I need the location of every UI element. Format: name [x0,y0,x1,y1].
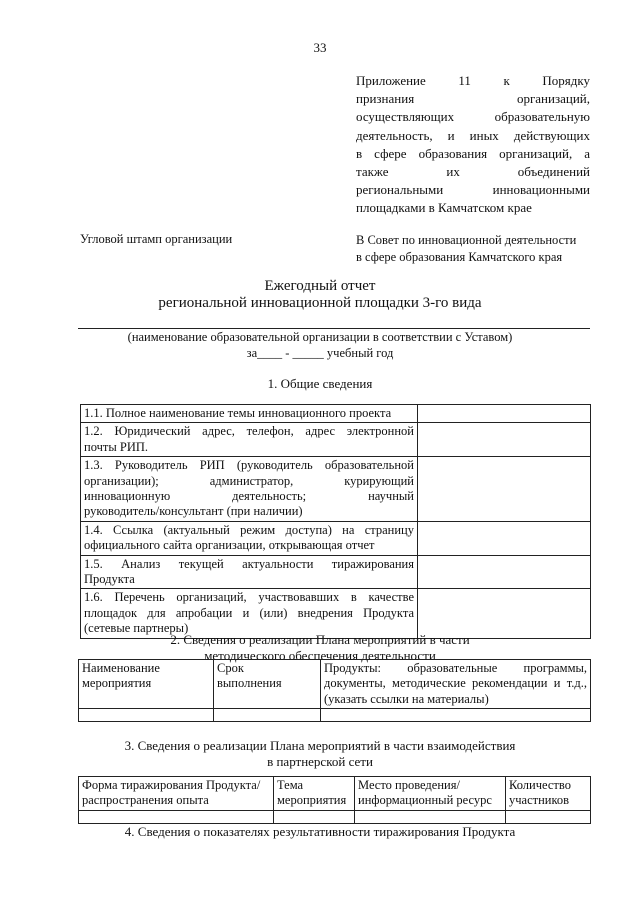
column-header [79,660,214,709]
header-line: Место проведения/ [358,778,460,792]
column-header [214,660,321,709]
table-row [81,423,591,457]
appendix-note [356,72,590,218]
org-name-caption: (наименование образовательной организации в соответствии с Уставом) [127,330,513,344]
section2-title-line: методического обеспечения деятельности [204,648,436,663]
table-header-row [79,660,591,709]
column-header [321,660,591,709]
table-row [81,405,591,423]
question-cell [81,555,418,589]
table-cell[interactable] [274,810,355,823]
appendix-line: также их объединений [356,163,590,179]
answer-cell[interactable] [418,589,591,638]
cell-line: Продукта [84,572,135,587]
table-row [79,709,591,722]
report-subtitle: региональной инновационной площадки 3-го вида [158,295,482,311]
column-header [355,777,506,811]
column-header [506,777,591,811]
header-line: Продукты: образовательные программы, [324,661,587,675]
general-info-table [80,404,591,639]
org-name-line [78,328,590,329]
header-line: Тема [277,778,304,792]
cell-line: 1.2. Юридический адрес, телефон, адрес электронной [84,424,414,439]
header-line: Форма тиражирования Продукта/ [82,778,261,792]
cell-line: 1.1. Полное наименование темы инновационного проекта [84,406,392,420]
appendix-line: площадками в Камчатском крае [356,200,532,216]
answer-cell[interactable] [418,521,591,555]
methodical-support-table [78,659,591,722]
question-cell [81,423,418,457]
cell-line: почты РИП. [84,439,149,454]
header-line: мероприятия [277,793,347,808]
section4-title: 4. Сведения о показателях результативности тиражирования Продукта [124,824,516,839]
table-row [81,457,591,522]
table-row [81,555,591,589]
column-header [79,777,274,811]
question-cell [81,589,418,638]
header-line: документы, методические рекомендации и т.д., [324,676,587,691]
table-cell[interactable] [79,810,274,823]
cell-line: 1.4. Ссылка (актуальный режим доступа) на страницу [84,522,414,537]
appendix-line: Приложение 11 к Порядку [356,73,590,88]
question-cell [81,405,418,423]
academic-year-line: за____ - _____ учебный год [246,346,394,360]
cell-line: 1.6. Перечень организаций, участвовавших в качестве [84,590,414,605]
header-line: информационный ресурс [358,793,492,808]
header-line: Количество [509,778,571,792]
cell-line: руководитель/консультант (при наличии) [84,504,303,519]
cell-line: инновационную деятельность; научный [84,489,414,504]
cell-line: площадок для апробации и (или) внедрения Продукта [84,605,414,620]
section1-title: 1. Общие сведения [267,376,373,391]
header-line: участников [509,793,570,808]
question-cell [81,521,418,555]
question-cell [81,457,418,522]
appendix-line: в сфере образования организаций, а [356,145,590,161]
section3-title-line: 3. Сведения о реализации Плана мероприятий в части взаимодействия [124,738,516,753]
table-row [81,589,591,638]
appendix-line: осуществляющих образовательную [356,109,590,125]
cell-line: организации); администратор, курирующий [84,473,414,488]
addressee-line: в сфере образования Камчатского края [356,250,563,264]
header-line: выполнения [217,676,282,691]
table-cell[interactable] [214,709,321,722]
header-line: Срок [217,661,244,675]
header-line: распространения опыта [82,793,209,808]
addressee-line: В Совет по инновационной деятельности [356,233,577,247]
column-header [274,777,355,811]
appendix-line: деятельность, и иных действующих [356,127,590,143]
table-row [79,810,591,823]
table-row [81,521,591,555]
cell-line: официального сайта организации, открывающая отчет [84,538,375,553]
cell-line: 1.3. Руководитель РИП (руководитель образовательной [84,458,414,473]
answer-cell[interactable] [418,555,591,589]
section3-title [0,738,640,770]
partner-network-table [78,776,591,824]
page-number: 33 [313,40,327,55]
table-cell[interactable] [355,810,506,823]
section3-title-line: в партнерской сети [267,754,373,769]
cell-line: 1.5. Анализ текущей актуальности тиражирования [84,556,414,571]
header-line: мероприятия [82,676,152,691]
table-cell[interactable] [79,709,214,722]
answer-cell[interactable] [418,457,591,522]
table-header-row [79,777,591,811]
table-cell[interactable] [321,709,591,722]
cell-line: (сетевые партнеры) [84,621,189,636]
answer-cell[interactable] [418,423,591,457]
section2-title-line: 2. Сведения о реализации Плана мероприятий в части [170,632,470,647]
corner-stamp-label: Угловой штамп организации [80,232,233,246]
appendix-line: региональными инновационными [356,182,590,198]
answer-cell[interactable] [418,405,591,423]
header-line: Наименование [82,661,160,675]
table-cell[interactable] [506,810,591,823]
appendix-line: признания организаций, [356,91,590,107]
report-title: Ежегодный отчет [264,278,376,294]
addressee-block [356,232,576,266]
header-line: (указать ссылки на материалы) [324,691,489,706]
